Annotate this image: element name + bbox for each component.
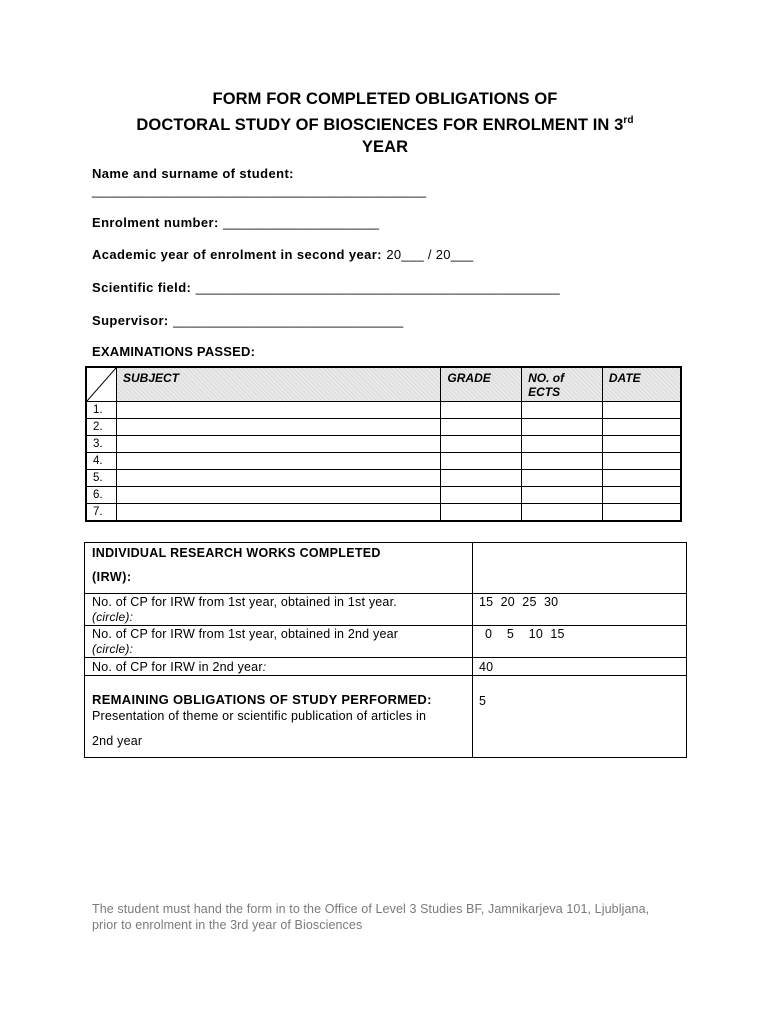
irw-heading-abbr: (IRW): <box>92 570 132 584</box>
enrolment-field[interactable]: _____________________ <box>223 215 380 230</box>
supervisor-row <box>92 312 403 330</box>
table-row <box>86 487 681 504</box>
date-cell[interactable] <box>602 470 681 487</box>
row-number: 4. <box>86 453 117 470</box>
ects-cell[interactable] <box>522 504 603 522</box>
irw-heading: INDIVIDUAL RESEARCH WORKS COMPLETED <box>92 546 381 560</box>
row-number: 7. <box>86 504 117 522</box>
footer-line-2: prior to enrolment in the 3rd year of Biosciences <box>92 918 363 932</box>
subject-cell[interactable] <box>117 453 441 470</box>
irw-table <box>84 542 687 758</box>
subject-header: SUBJECT <box>117 367 441 402</box>
diagonal-line-icon <box>87 368 116 401</box>
date-cell[interactable] <box>602 436 681 453</box>
subject-cell[interactable] <box>117 436 441 453</box>
form-title <box>60 88 710 158</box>
remaining-obligations-value: 5 <box>479 694 487 708</box>
ects-cell[interactable] <box>522 419 603 436</box>
row-divider <box>85 625 686 626</box>
number-header-cell <box>86 367 117 402</box>
irw-row-2-note-text: (circle): <box>92 642 134 656</box>
exams-header-row <box>86 367 681 402</box>
title-line-1: FORM FOR COMPLETED OBLIGATIONS OF <box>212 90 558 108</box>
enrolment-row <box>92 214 379 232</box>
ects-header-text: NO. of ECTS <box>528 371 565 399</box>
irw-row-3-note: : <box>262 660 267 674</box>
table-row <box>86 419 681 436</box>
row-divider <box>85 675 686 676</box>
row-divider <box>85 593 686 594</box>
subject-cell[interactable] <box>117 487 441 504</box>
row-number: 6. <box>86 487 117 504</box>
irw-row-3 <box>92 660 266 674</box>
grade-cell[interactable] <box>441 419 522 436</box>
subject-cell[interactable] <box>117 402 441 419</box>
exams-heading: EXAMINATIONS PASSED: <box>92 344 256 359</box>
grade-cell[interactable] <box>441 436 522 453</box>
ects-cell[interactable] <box>522 470 603 487</box>
date-cell[interactable] <box>602 402 681 419</box>
table-row <box>86 470 681 487</box>
title-line-3: YEAR <box>361 138 409 156</box>
academic-year-field[interactable]: 20___ / 20___ <box>386 247 474 262</box>
academic-year-row <box>92 246 473 264</box>
grade-cell[interactable] <box>441 402 522 419</box>
title-line-2-text: DOCTORAL STUDY OF BIOSCIENCES FOR ENROLMENT IN 3 <box>136 116 624 134</box>
ects-header <box>522 367 603 402</box>
remaining-obligations-text: Presentation of theme or scientific publication of articles in <box>92 709 427 723</box>
ects-cell[interactable] <box>522 453 603 470</box>
table-row <box>86 402 681 419</box>
irw-row-2-text: No. of CP for IRW from 1st year, obtained in 2nd year <box>92 627 399 641</box>
date-cell[interactable] <box>602 453 681 470</box>
grade-cell[interactable] <box>441 470 522 487</box>
scientific-field-input[interactable]: _________________________________________________ <box>195 280 560 295</box>
grade-header: GRADE <box>441 367 522 402</box>
remaining-obligations-year: 2nd year <box>92 734 143 748</box>
subject-cell[interactable] <box>117 419 441 436</box>
irw-row-1-note <box>92 610 133 624</box>
date-cell[interactable] <box>602 504 681 522</box>
grade-cell[interactable] <box>441 487 522 504</box>
exams-table <box>85 366 682 522</box>
ects-cell[interactable] <box>522 402 603 419</box>
column-divider <box>472 543 473 757</box>
title-line-2 <box>60 110 710 136</box>
subject-cell[interactable] <box>117 470 441 487</box>
supervisor-field[interactable]: _______________________________ <box>173 313 404 328</box>
irw-row-2-options[interactable]: 0 5 10 15 <box>485 627 565 641</box>
grade-cell[interactable] <box>441 504 522 522</box>
row-number: 5. <box>86 470 117 487</box>
name-field[interactable]: _____________________________________________ <box>92 183 427 198</box>
grade-cell[interactable] <box>441 453 522 470</box>
remaining-obligations-label: REMAINING OBLIGATIONS OF STUDY PERFORMED: <box>92 692 432 707</box>
row-number: 3. <box>86 436 117 453</box>
irw-row-3-value: 40 <box>479 660 494 674</box>
footer-line-1: The student must hand the form in to the Office of Level 3 Studies BF, Jamnikarjeva 101, Ljubljana, <box>92 902 650 916</box>
table-row <box>86 453 681 470</box>
irw-row-1-note-text: (circle): <box>92 610 134 624</box>
row-number: 2. <box>86 419 117 436</box>
table-row <box>86 436 681 453</box>
date-cell[interactable] <box>602 419 681 436</box>
supervisor-label: Supervisor: <box>92 313 169 328</box>
irw-row-1-options[interactable]: 15 20 25 30 <box>479 595 559 609</box>
enrolment-label: Enrolment number: <box>92 215 219 230</box>
date-cell[interactable] <box>602 487 681 504</box>
table-row <box>86 504 681 522</box>
ects-cell[interactable] <box>522 487 603 504</box>
scientific-field-row <box>92 279 560 297</box>
irw-row-3-text: No. of CP for IRW in 2nd year <box>92 660 263 674</box>
irw-row-1-text: No. of CP for IRW from 1st year, obtained in 1st year. <box>92 595 397 609</box>
footer-note <box>92 901 649 933</box>
subject-cell[interactable] <box>117 504 441 522</box>
row-divider <box>85 657 686 658</box>
title-superscript: rd <box>623 115 634 126</box>
irw-row-2-note <box>92 642 133 656</box>
name-label: Name and surname of student: <box>92 166 294 181</box>
date-header: DATE <box>602 367 681 402</box>
row-number: 1. <box>86 402 117 419</box>
scientific-field-label: Scientific field: <box>92 280 192 295</box>
ects-cell[interactable] <box>522 436 603 453</box>
academic-year-label: Academic year of enrolment in second year: <box>92 247 382 262</box>
